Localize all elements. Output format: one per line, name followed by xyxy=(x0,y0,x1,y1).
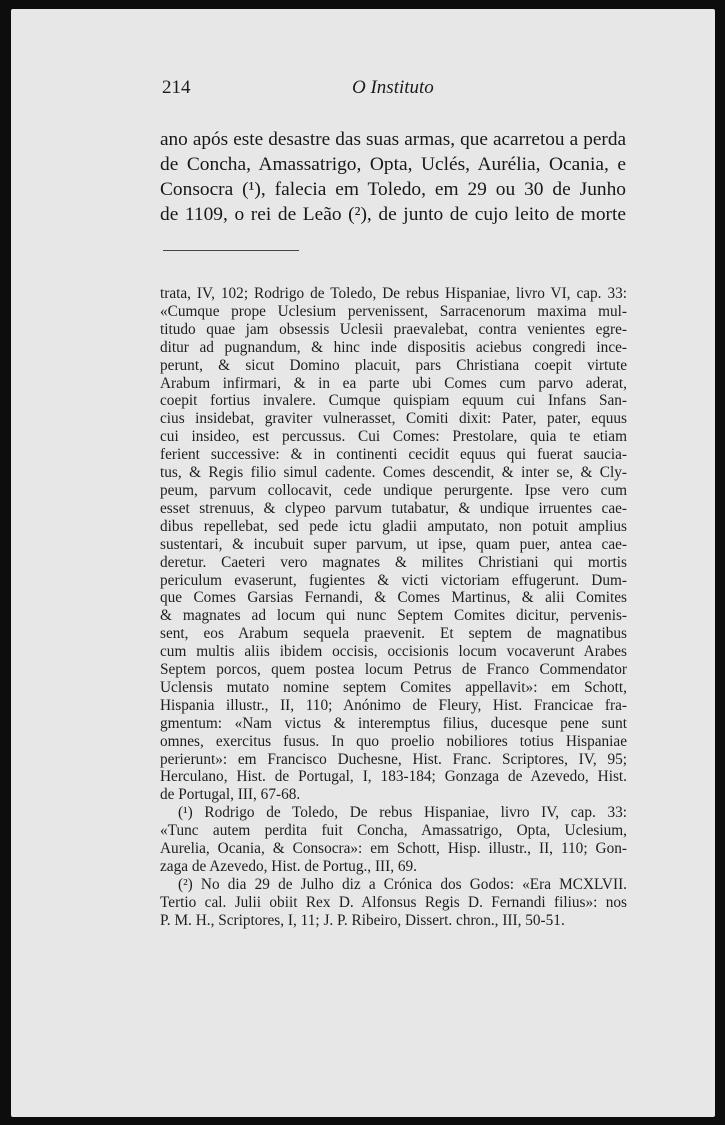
note-line: zaga de Azevedo, Hist. de Portug., III, 69. xyxy=(160,858,417,875)
footnote-1: (¹) Rodrigo de Toledo, De rebus Hispaniae, livro IV, cap. 33: xyxy=(178,804,627,822)
note-line: cui insideo, est percussus. Cui Comes: Prestolare, quia te etiam xyxy=(160,428,627,446)
note-line: de Portugal, III, 67-68. xyxy=(160,786,301,804)
page-number: 214 xyxy=(162,77,191,98)
note-line: cius insidebat, graviter vulnerasset, Comiti dixit: Pater, pater, equus xyxy=(160,410,627,428)
note-line: Herculano, Hist. de Portugal, I, 183-184; Gonzaga de Azevedo, Hist. xyxy=(160,768,627,786)
note-line: «Cumque prope Uclesium pervenissent, Sarracenorum maxima mul- xyxy=(160,302,627,320)
note-line: perierunt»: em Francisco Duchesne, Hist. Franc. Scriptores, IV, 95; xyxy=(160,750,627,768)
note-line: Aurelia, Ocania, & Consocra»: em Schott, Hisp. illustr., II, 110; Gon- xyxy=(160,840,627,858)
note-line: dibus repellebat, sed pede ictu gladii amputato, non potuit amplius xyxy=(160,517,627,535)
note-line: esset strenuus, & clypeo parvum tutabatur, & undique irruentes cae- xyxy=(160,499,627,517)
footnotes xyxy=(160,285,627,930)
note-line: Septem porcos, quem postea locum Petrus de Franco Commendator xyxy=(160,661,627,679)
body-line: Consocra (¹), falecia em Toledo, em 29 ou 30 de Junho xyxy=(160,179,626,200)
note-line: sustentari, & incubuit super parvum, ut ipse, quam puer, antea cae- xyxy=(160,535,627,553)
body-line: ano após este desastre das suas armas, que acarretou a perda xyxy=(160,129,626,150)
note-line: cum multis aliis ibidem occisis, occisionis locum vocaverunt Arabes xyxy=(160,643,627,661)
note-line: & magnates ad locum qui nunc Septem Comites dicitur, pervenis- xyxy=(160,607,627,625)
note-line: perunt, & sicut Domino placuit, pars Christiana coepit virtute xyxy=(160,356,627,374)
note-line: Uclensis mutato nomine septem Comites appellavit»: em Schott, xyxy=(160,678,627,696)
note-line: ditur ad pugnandum, & hinc inde dispositis aciebus congredi ince- xyxy=(160,338,627,356)
running-title: O Instituto xyxy=(352,77,434,98)
note-line: que Comes Garsias Fernandi, & Comes Martinus, & alii Comites xyxy=(160,589,627,607)
note-line: Hispania illustr., II, 110; Anónimo de Fleury, Hist. Francicae fra- xyxy=(160,696,627,714)
note-line: P. M. H., Scriptores, I, 11; J. P. Ribeiro, Dissert. chron., III, 50-51. xyxy=(160,911,565,929)
note-line: tus, & Regis filio simul cadente. Comes descendit, & inter se, & Cly- xyxy=(160,464,627,482)
note-line: coepit fortius invalere. Cumque quispiam equum cui Infans San- xyxy=(160,392,627,410)
note-line: ferient successive: & in continenti cecidit equus qui fuerat saucia- xyxy=(160,446,627,464)
note-line: «Tunc autem perdita fuit Concha, Amassatrigo, Opta, Uclesium, xyxy=(160,822,627,840)
note-line: peum, parvum collocavit, cede undique perurgente. Ipse vero cum xyxy=(160,481,627,499)
body-line: de 1109, o rei de Leão (²), de junto de cujo leito de morte xyxy=(160,204,626,225)
note-line: deretur. Caeteri vero magnates & milites Christiani qui mortis xyxy=(160,553,627,571)
note-line: Arabum infirmari, & in ea parte ubi Comes cum parvo aderat, xyxy=(160,374,627,392)
note-line: omnes, exercitus fusus. In quo proelio nobiliores totius Hispaniae xyxy=(160,732,627,750)
note-line: Tertio cal. Julii obiit Rex D. Alfonsus Regis D. Fernandi filius»: nos xyxy=(160,893,627,911)
book-page xyxy=(11,9,715,1117)
body-line: de Concha, Amassatrigo, Opta, Uclés, Aurélia, Ocania, e xyxy=(160,154,626,175)
note-line: titudo quae jam obsessis Uclesii praevalebat, contra venientes egre- xyxy=(160,320,627,338)
body-text xyxy=(160,127,626,227)
running-header xyxy=(162,77,624,107)
footnote-rule xyxy=(163,250,299,251)
note-line: periculum evaserunt, fugientes & victi victoriam effugerunt. Dum- xyxy=(160,571,627,589)
note-line: gmentum: «Nam victus & interemptus filius, ducesque pene sunt xyxy=(160,714,627,732)
note-line: trata, IV, 102; Rodrigo de Toledo, De rebus Hispaniae, livro VI, cap. 33: xyxy=(160,285,627,302)
footnote-2: (²) No dia 29 de Julho diz a Crónica dos Godos: «Era MCXLVII. xyxy=(178,875,627,893)
note-line: sent, eos Arabum sequela praevenit. Et septem de magnatibus xyxy=(160,625,627,643)
